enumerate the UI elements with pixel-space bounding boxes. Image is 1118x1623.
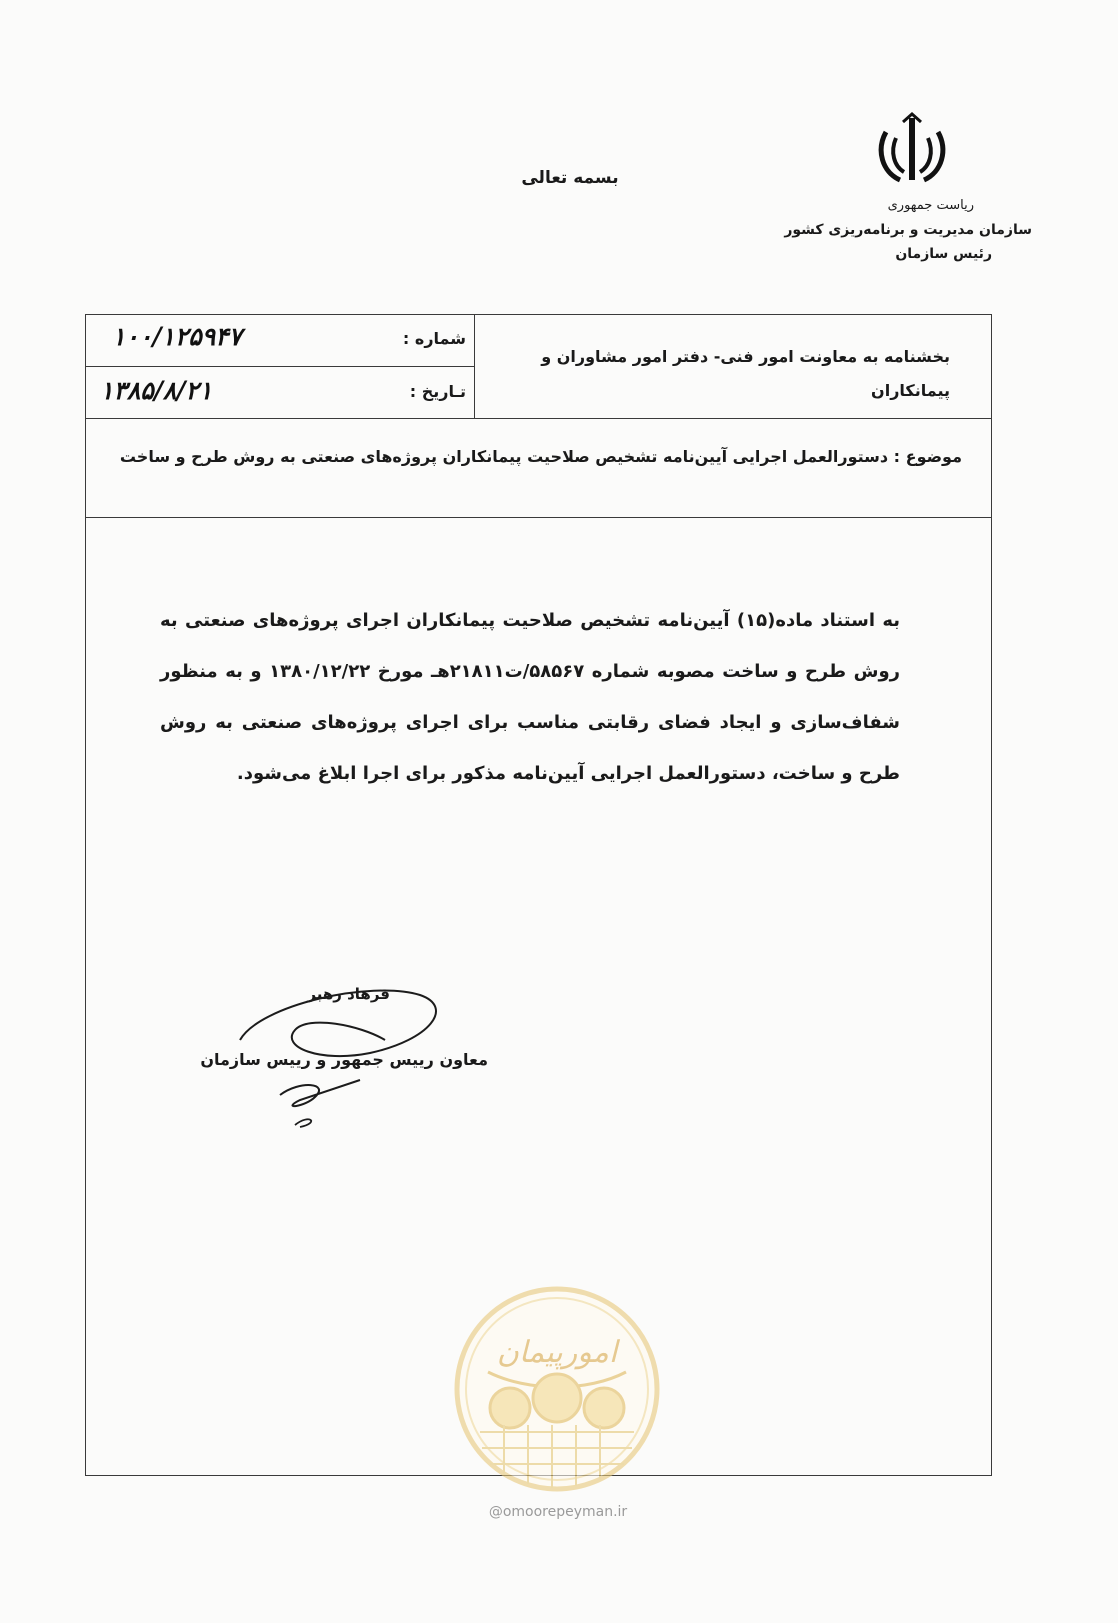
- org-line-head: رئیس سازمان: [895, 246, 992, 262]
- signatory-name: فرهاد رهبر: [307, 985, 390, 1003]
- number-date-divider: [85, 366, 474, 367]
- header-column-divider: [474, 314, 475, 418]
- basmala-heading: بسمه تعالی: [521, 168, 619, 188]
- recipient-text: بخشنامه به معاونت امور فنی- دفتر امور مشاوران و پیمانکاران: [541, 347, 950, 400]
- signatory-title: معاون رییس جمهور و رییس سازمان: [200, 1050, 488, 1069]
- watermark-logo: [448, 1280, 666, 1498]
- header-divider: [85, 418, 992, 419]
- watermark-url: @omoorepeyman.ir: [488, 1504, 628, 1520]
- watermark-logo-text: امورپیمان: [496, 1335, 618, 1370]
- subject-line: موضوع : دستورالعمل اجرایی آیین‌نامه تشخیص صلاحیت پیمانکاران پروژه‌های صنعتی به روش طرح و ساخت: [119, 447, 962, 466]
- date-value: ۱۳۸۵/۸/۲۱: [100, 376, 213, 405]
- iran-emblem-icon: [872, 110, 952, 190]
- number-label: شماره :: [402, 329, 466, 348]
- organization-block: [732, 198, 1032, 262]
- org-line-presidency: ریاست جمهوری: [887, 198, 974, 213]
- org-line-organization: سازمان مدیریت و برنامه‌ریزی کشور: [784, 222, 1032, 238]
- date-label: تـاریخ :: [409, 382, 466, 401]
- body-paragraph: به استناد ماده(۱۵) آیین‌نامه تشخیص صلاحیت پیمانکاران اجرای پروژه‌های صنعتی به روش طرح و ساخت مصوبه شماره ۵۸۵۶۷/ت۲۱۸۱۱هـ مورخ ۱۳۸۰/۱۲/۲۲ و به منظور شفاف‌سازی و ایجاد فضای رقابتی مناسب برای اجرای پروژه‌های صنعتی به روش طرح و ساخت، دستورالعمل اجرایی آیین‌نامه مذکور برای اجرا ابلاغ می‌شود.: [160, 610, 900, 784]
- signature-scrawl: [220, 985, 460, 1140]
- subject-divider: [85, 517, 992, 518]
- number-value: ۱۰۰/۱۲۵۹۴۷: [112, 322, 242, 351]
